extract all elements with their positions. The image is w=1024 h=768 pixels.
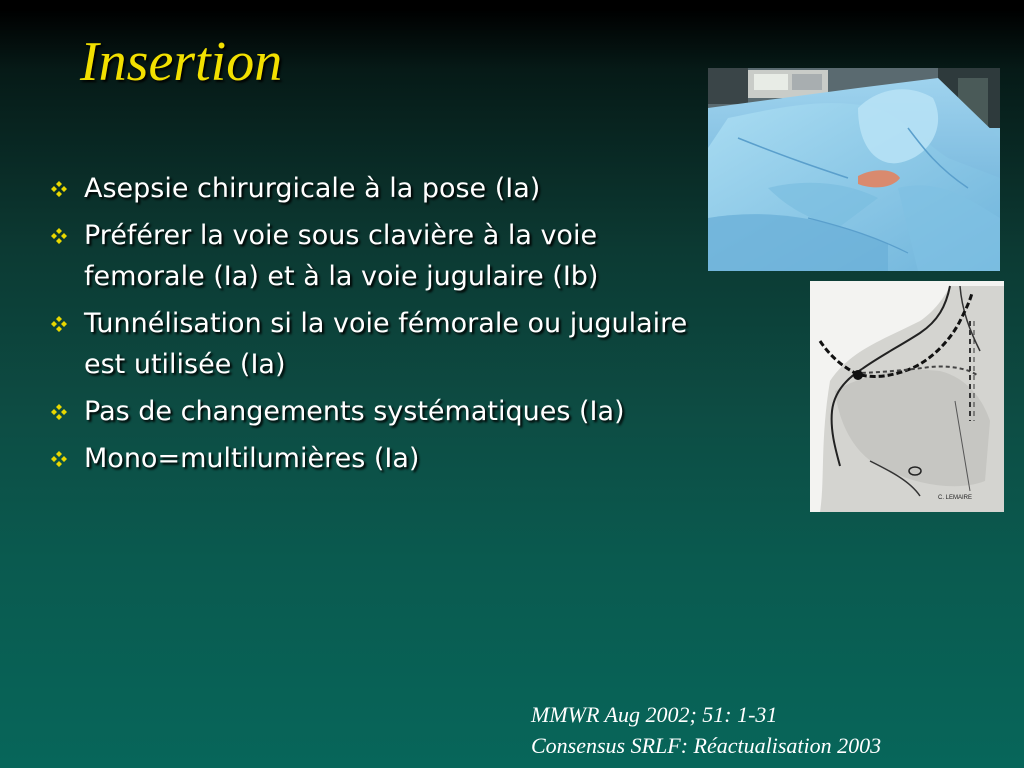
bullet-text-line2: femorale (Ia) et à la voie jugulaire (Ib): [84, 261, 599, 292]
bullet-text-line1: Mono=multilumières (Ia): [84, 443, 420, 474]
catheter-drawing: [810, 281, 1004, 512]
bullet-text-line1: Asepsie chirurgicale à la pose (Ia): [84, 173, 541, 204]
bullet-text-line1: Préférer la voie sous clavière à la voie: [84, 220, 598, 251]
reference-mmwr: MMWR Aug 2002; 51: 1-31: [531, 702, 778, 727]
bullet-item: [48, 168, 808, 209]
four-diamond-bullet-icon: [50, 315, 68, 333]
reference-srlf: Consensus SRLF: Réactualisation 2003: [531, 733, 882, 758]
bullet-item: [48, 391, 808, 432]
references: [531, 699, 881, 761]
slide-title: Insertion: [80, 31, 283, 93]
four-diamond-bullet-icon: [50, 180, 68, 198]
bullet-text-line1: Pas de changements systématiques (Ia): [84, 396, 625, 427]
four-diamond-bullet-icon: [50, 450, 68, 468]
bullet-item: [48, 303, 808, 385]
four-diamond-bullet-icon: [50, 403, 68, 421]
catheter-illustration: [810, 281, 1004, 512]
four-diamond-bullet-icon: [50, 227, 68, 245]
bullet-list: [48, 168, 808, 485]
bullet-item: [48, 215, 808, 297]
bullet-item: [48, 438, 808, 479]
drawing-signature: C. LEMAIRE: [938, 495, 973, 501]
bullet-text-line1: Tunnélisation si la voie fémorale ou jugulaire: [84, 308, 688, 339]
bullet-text-line2: est utilisée (Ia): [84, 349, 286, 380]
